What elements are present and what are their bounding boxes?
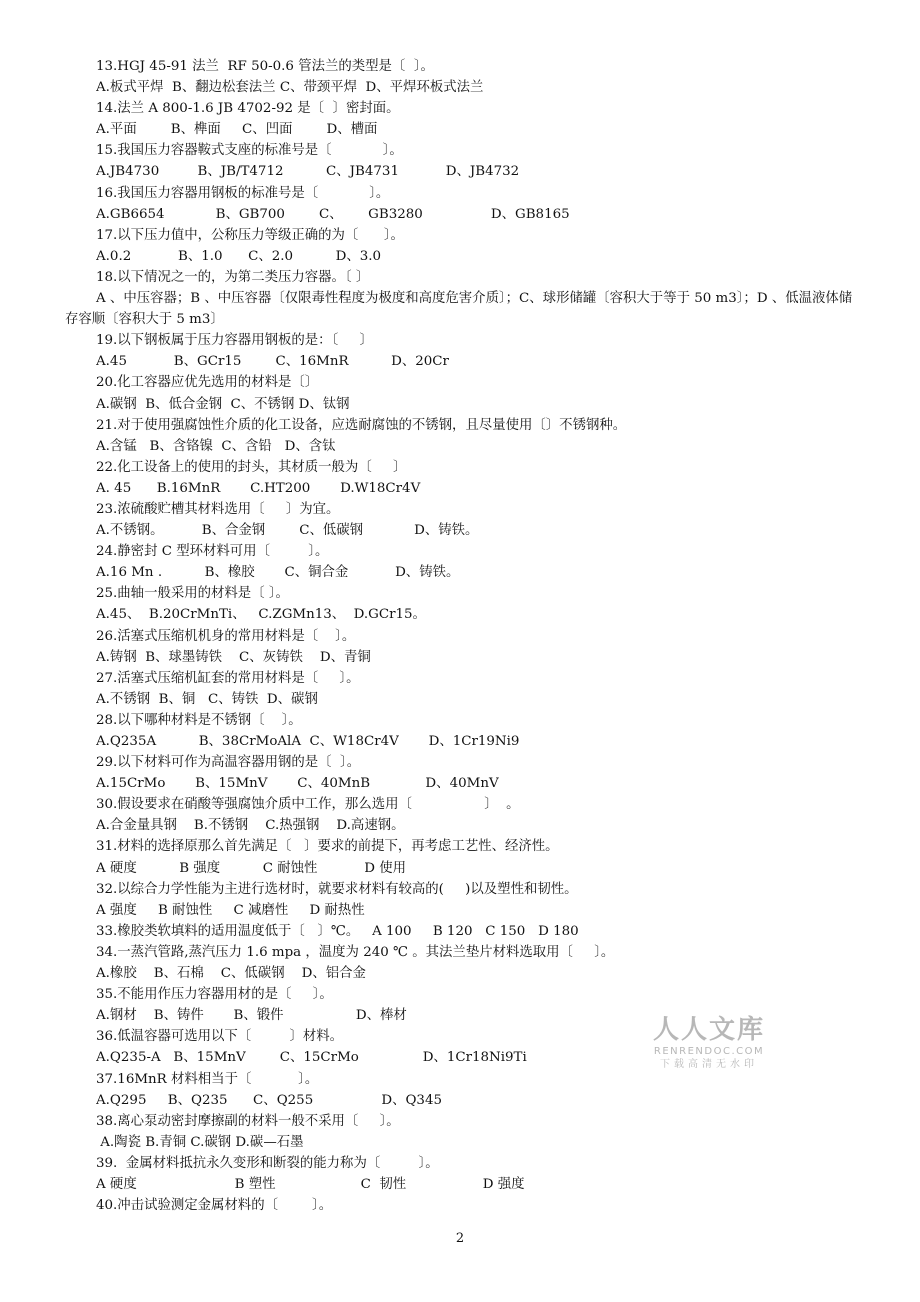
text-line: 17.以下压力值中，公称压力等级正确的为〔 〕。	[96, 227, 404, 243]
text-line: 29.以下材料可作为高温容器用钢的是〔 〕。	[96, 755, 361, 771]
text-line: A.合金量具钢 B.不锈钢 C.热强钢 D.高速钢。	[96, 818, 405, 834]
text-line: A.陶瓷 B.青铜 C.碳钢 D.碳—石墨	[96, 1134, 304, 1150]
text-line: A 硬度 B 塑性 C 韧性 D 强度	[96, 1176, 525, 1192]
text-line: 24.静密封 C 型环材料可用〔 〕。	[96, 544, 329, 560]
text-line: 18.以下情况之一的，为第二类压力容器。〔 〕	[96, 269, 370, 285]
text-line: A.不锈钢。 B、合金钢 C、低碳钢 D、铸铁。	[96, 523, 479, 539]
text-line: A.不锈钢 B、铜 C、铸铁 D、碳钢	[96, 691, 318, 707]
text-line: 21.对于使用强腐蚀性介质的化工设备，应选耐腐蚀的不锈钢，且尽量使用〔〕不锈钢种。	[96, 417, 627, 433]
text-line: A.GB6654 B、GB700 C、 GB3280 D、GB8165	[96, 206, 570, 222]
text-line: 27.活塞式压缩机缸套的常用材料是〔 〕。	[96, 670, 360, 686]
text-line: A.钢材 B、铸件 B、锻件 D、棒材	[96, 1008, 407, 1024]
text-line: 32.以综合力学性能为主进行选材时，就要求材料有较高的( )以及塑性和韧性。	[96, 881, 578, 897]
text-line: 40.冲击试验测定金属材料的〔 〕。	[96, 1198, 333, 1214]
text-line: A.橡胶 B、石棉 C、低碳钢 D、铝合金	[96, 966, 366, 982]
text-line: 37.16MnR 材料相当于〔 〕。	[96, 1071, 319, 1087]
text-line: A.平面 B、榫面 C、凹面 D、槽面	[96, 122, 378, 138]
watermark-domain: RENRENDOC.COM	[653, 1046, 765, 1057]
text-line: 28.以下哪种材料是不锈钢〔 〕。	[96, 712, 302, 728]
text-line: A 硬度 B 强度 C 耐蚀性 D 使用	[96, 860, 406, 876]
text-line: A 强度 B 耐蚀性 C 减磨性 D 耐热性	[96, 902, 365, 918]
text-line: A.Q295 B、Q235 C、Q255 D、Q345	[96, 1092, 442, 1108]
text-line: 35.不能用作压力容器用材的是〔 〕。	[96, 987, 333, 1003]
text-line: A.45 B、GCr15 C、16MnR D、20Cr	[96, 354, 449, 370]
text-line: A. 45 B.16MnR C.HT200 D.W18Cr4V	[96, 480, 421, 496]
text-line: A.含锰 B、含铬镍 C、含铅 D、含钛	[96, 438, 336, 454]
text-line: A.45、 B.20CrMnTi、 C.ZGMn13、 D.GCr15。	[96, 607, 426, 623]
text-line: 25.曲轴一般采用的材料是〔 〕。	[96, 586, 289, 602]
text-line: A 、中压容器；B 、中压容器〔仅限毒性程度为极度和高度危害介质〕；C、球形储罐〔容积大于等于 50 m3〕；D 、低温液体储存容顺〔容积大于 5 m3〕	[65, 291, 853, 328]
text-line: 34.一蒸汽管路,蒸汽压力 1.6 mpa ，温度为 240 ℃ 。其法兰垫片材料选取用〔 〕。	[96, 944, 615, 960]
text-line: 20.化工容器应优先选用的材料是〔〕	[96, 375, 319, 391]
text-line: 36.低温容器可选用以下〔 〕材料。	[96, 1029, 344, 1045]
watermark	[644, 1015, 774, 1071]
page-number: 2	[455, 1231, 465, 1246]
text-line: A.16 Mn . B、橡胶 C、铜合金 D、铸铁。	[96, 565, 460, 581]
text-line: 13.HGJ 45-91 法兰 RF 50-0.6 管法兰的类型是〔 〕。	[96, 59, 434, 74]
text-line: 39. 金属材料抵抗永久变形和断裂的能力称为〔 〕。	[96, 1155, 439, 1171]
text-line: 31.材料的选择原那么首先满足〔 〕要求的前提下，再考虑工艺性、经济性。	[96, 839, 559, 855]
text-line: 33.橡胶类软填料的适用温度低于〔 〕℃。 A 100 B 120 C 150 D 180	[96, 923, 579, 939]
text-line: A.JB4730 B、JB/T4712 C、JB4731 D、JB4732	[96, 164, 520, 180]
text-line: A.15CrMo B、15MnV C、40MnB D、40MnV	[96, 776, 499, 792]
text-line: A.铸钢 B、球墨铸铁 C、灰铸铁 D、青铜	[96, 649, 371, 665]
text-line: 16.我国压力容器用钢板的标准号是〔 〕。	[96, 185, 390, 201]
text-line: A.0.2 B、1.0 C、2.0 D、3.0	[96, 248, 382, 264]
text-line: 14.法兰 A 800-1.6 JB 4702-92 是〔 〕密封面。	[96, 101, 400, 117]
text-line: 22.化工设备上的使用的封头，其材质一般为〔 〕	[96, 459, 407, 475]
text-line: A.Q235-A B、15MnV C、15CrMo D、1Cr18Ni9Ti	[96, 1050, 527, 1066]
text-line: 19.以下钢板属于压力容器用钢板的是：〔 〕	[96, 333, 373, 349]
text-line: 15.我国压力容器鞍式支座的标准号是〔 〕。	[96, 143, 403, 159]
watermark-tagline: 下载高清无水印	[660, 1059, 758, 1070]
watermark-title: 人人文库	[652, 1015, 765, 1045]
text-line: 38.离心泵动密封摩擦副的材料一般不采用〔 〕。	[96, 1113, 400, 1129]
text-line: 23.浓硫酸贮槽其材料选用〔 〕为宜。	[96, 501, 340, 517]
text-line: A.Q235A B、38CrMoAlA C、W18Cr4V D、1Cr19Ni9	[96, 734, 520, 749]
text-line: 30.假设要求在硝酸等强腐蚀介质中工作，那么选用〔 〕 。	[96, 797, 520, 813]
text-line: 26.活塞式压缩机机身的常用材料是〔 〕。	[96, 628, 356, 644]
text-line: A.碳钢 B、低合金钢 C、不锈钢 D、钛钢	[96, 396, 350, 412]
text-line: A.板式平焊 B、翻边松套法兰 C、带颈平焊 D、平焊环板式法兰	[96, 80, 484, 96]
